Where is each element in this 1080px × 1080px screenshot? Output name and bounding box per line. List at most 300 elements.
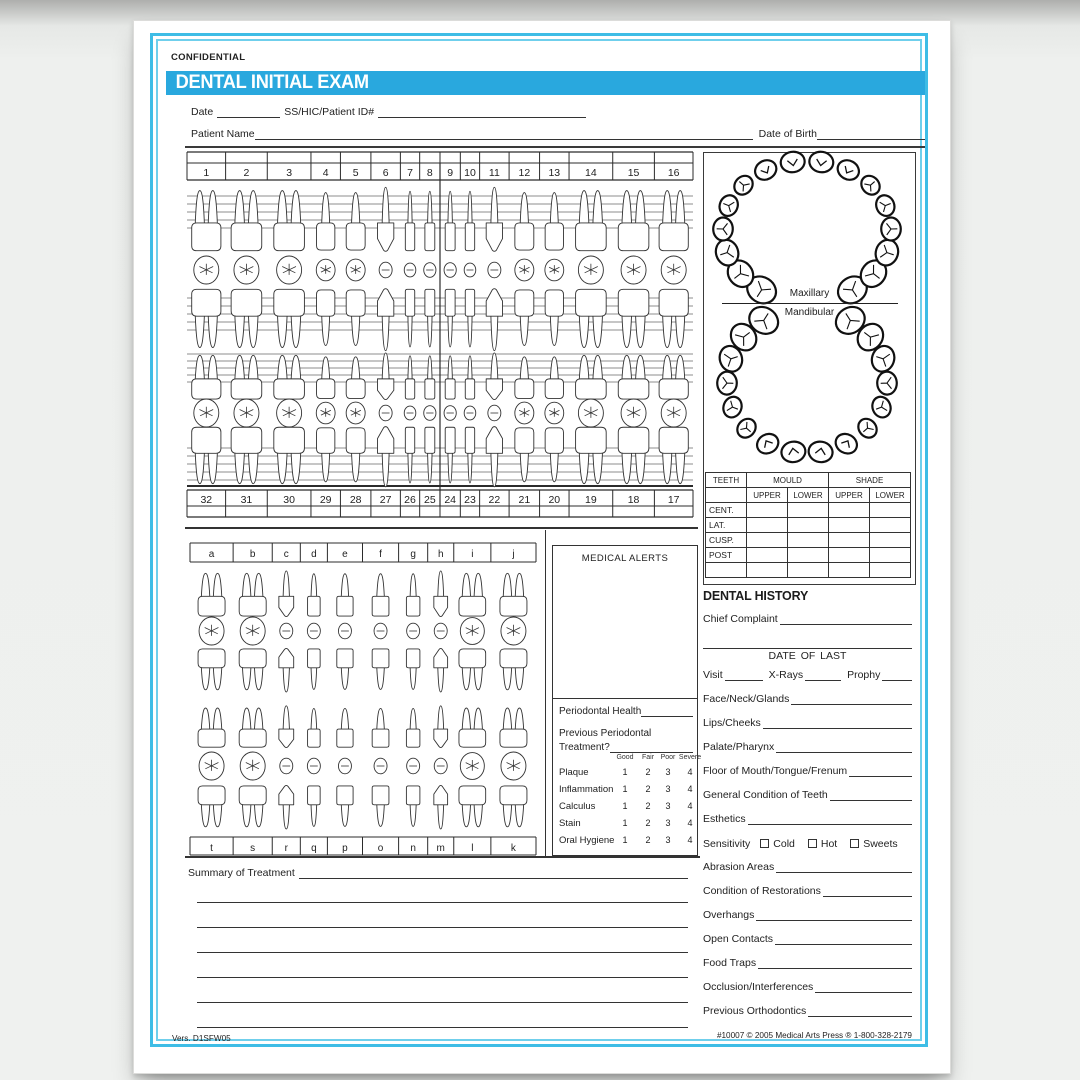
tooth-drawing xyxy=(231,289,262,347)
periodontal-health-line xyxy=(641,704,693,717)
occlusal-view xyxy=(621,399,646,427)
tooth-drawing xyxy=(274,427,305,483)
tooth-drawing xyxy=(346,428,365,482)
chief-complaint-line-2 xyxy=(703,648,912,649)
rating-value: 2 xyxy=(645,801,651,811)
tooth-drawing xyxy=(317,290,335,346)
tooth-drawing xyxy=(659,355,688,399)
tooth-drawing xyxy=(372,649,389,690)
history-item-line xyxy=(756,908,912,921)
pediatric-alerts-divider xyxy=(545,530,546,857)
history-item-label: Overhangs xyxy=(703,909,755,921)
history-item-label: Abrasion Areas xyxy=(703,861,775,873)
tooth-drawing xyxy=(405,191,414,250)
tooth-drawing xyxy=(515,193,534,250)
prophy-line xyxy=(882,668,912,681)
tooth-drawing xyxy=(231,427,262,483)
occlusal-view xyxy=(434,623,447,639)
previous-periodontal-row xyxy=(559,740,693,753)
history-item-label: Face/Neck/Glands xyxy=(703,693,790,705)
tooth-drawing xyxy=(337,649,353,690)
occlusal-view xyxy=(199,752,224,780)
arch-tooth xyxy=(877,371,897,395)
lower-subheader: LOWER xyxy=(870,488,911,503)
tooth-drawing xyxy=(425,289,435,347)
tooth-drawing xyxy=(486,353,502,400)
tooth-letter: t xyxy=(210,843,213,854)
rating-value: 1 xyxy=(622,835,628,845)
date-field-line xyxy=(217,105,280,118)
occlusal-view xyxy=(661,399,686,427)
tooth-number: 9 xyxy=(447,167,454,179)
rating-value: 2 xyxy=(645,818,651,828)
tooth-drawing xyxy=(279,648,294,692)
tooth-number: 24 xyxy=(444,494,457,506)
scale-header: Fair xyxy=(641,754,655,761)
history-item-label: Open Contacts xyxy=(703,933,774,945)
tooth-number: 28 xyxy=(349,494,362,506)
dob-field-line xyxy=(817,127,925,140)
tooth-drawing xyxy=(465,356,474,399)
summary-row xyxy=(188,866,688,879)
tooth-number: 3 xyxy=(286,167,293,179)
prophy-label: Prophy xyxy=(847,669,881,681)
tooth-drawing xyxy=(500,708,527,747)
tooth-drawing xyxy=(192,355,221,399)
tooth-drawing xyxy=(198,708,225,747)
rating-label: Calculus xyxy=(559,801,596,812)
tooth-drawing xyxy=(317,357,335,399)
history-item-row xyxy=(703,907,912,921)
rating-label: Stain xyxy=(559,818,581,829)
occlusal-view xyxy=(407,623,420,639)
occlusal-view xyxy=(374,758,387,774)
history-item-label: Occlusion/Interferences xyxy=(703,981,814,993)
tooth-number: 31 xyxy=(240,494,253,506)
mould-header-cell: MOULD xyxy=(747,473,829,488)
history-item-line xyxy=(849,764,912,777)
tooth-number: 19 xyxy=(585,494,597,506)
history-item-line xyxy=(758,956,912,969)
rating-row xyxy=(553,818,699,832)
tooth-number: 16 xyxy=(667,167,680,179)
tooth-number: 32 xyxy=(200,494,213,506)
tooth-drawing xyxy=(405,289,414,347)
date-id-row xyxy=(191,105,611,118)
tooth-drawing xyxy=(445,427,455,483)
pediatric-tooth-chart xyxy=(185,541,540,857)
previous-periodontal-line xyxy=(610,740,693,753)
tooth-drawing xyxy=(465,289,474,347)
history-item-label: Lips/Cheeks xyxy=(703,717,761,729)
periodontal-health-row xyxy=(559,704,693,717)
previous-periodontal-label-1: Previous Periodontal xyxy=(559,728,652,739)
occlusal-view xyxy=(346,259,365,281)
tooth-drawing xyxy=(406,574,419,616)
arch-tooth xyxy=(734,415,760,441)
tooth-number: 5 xyxy=(352,167,359,179)
tooth-letter: q xyxy=(311,843,317,854)
history-item-line xyxy=(776,740,912,753)
tooth-number: 27 xyxy=(379,494,392,506)
occlusal-view xyxy=(515,259,534,281)
summary-line-1 xyxy=(299,866,688,879)
periodontal-health-label: Periodontal Health xyxy=(559,706,642,717)
tooth-drawing xyxy=(515,290,534,346)
history-item-label: Esthetics xyxy=(703,813,746,825)
rating-row xyxy=(553,767,699,781)
tooth-drawing xyxy=(500,786,527,827)
history-item-row xyxy=(703,859,912,873)
tooth-drawing xyxy=(308,574,321,616)
tooth-drawing xyxy=(337,574,353,616)
tooth-drawing xyxy=(618,191,649,251)
arch-tooth xyxy=(858,172,884,198)
tooth-letter: p xyxy=(342,843,348,854)
occlusal-view xyxy=(545,402,564,424)
tooth-letter: c xyxy=(283,549,289,560)
summary-label: Summary of Treatment xyxy=(188,867,295,879)
visit-line xyxy=(725,668,763,681)
history-item-row xyxy=(703,979,912,993)
tooth-number: 30 xyxy=(283,494,295,506)
history-item-row xyxy=(703,715,912,729)
arch-tooth xyxy=(807,440,834,464)
arch-tooth xyxy=(855,415,881,441)
tooth-number: 25 xyxy=(423,494,436,506)
tooth-letter: a xyxy=(208,549,215,560)
version-label: Vers. D1SFW05 xyxy=(172,1034,231,1043)
arch-tooth xyxy=(717,371,737,395)
chief-complaint-line xyxy=(780,612,912,625)
tooth-drawing xyxy=(308,708,321,747)
tooth-drawing xyxy=(308,649,321,690)
title-bar xyxy=(166,71,925,95)
rating-value: 1 xyxy=(622,767,628,777)
occlusal-view xyxy=(424,406,436,421)
date-of-last-row xyxy=(703,667,912,681)
medical-alerts-title: MEDICAL ALERTS xyxy=(581,553,669,564)
rating-label: Inflammation xyxy=(559,784,614,795)
hot-checkbox xyxy=(808,839,817,848)
rating-label: Oral Hygiene xyxy=(559,835,615,846)
tooth-drawing xyxy=(377,353,393,400)
summary-blank-line xyxy=(197,927,688,928)
occlusal-view xyxy=(240,752,265,780)
occlusal-view xyxy=(280,758,293,774)
tooth-drawing xyxy=(372,786,389,827)
summary-blank-line xyxy=(197,1027,688,1028)
tooth-drawing xyxy=(372,574,389,616)
sweets-option-label: Sweets xyxy=(863,838,898,850)
arch-divider-line xyxy=(722,303,898,304)
tooth-drawing xyxy=(377,289,393,351)
history-item-row xyxy=(703,739,912,753)
rating-value: 3 xyxy=(665,801,671,811)
tooth-drawing xyxy=(445,289,455,347)
tooth-drawing xyxy=(346,193,365,250)
tooth-drawing xyxy=(434,785,448,829)
tooth-number: 10 xyxy=(464,167,476,179)
history-item-line xyxy=(763,716,912,729)
occlusal-view xyxy=(444,406,456,421)
occlusal-view xyxy=(460,753,484,780)
occlusal-view xyxy=(194,399,219,427)
occlusal-view xyxy=(234,256,259,284)
mandibular-label: Mandibular xyxy=(784,307,835,318)
tooth-drawing xyxy=(659,289,688,347)
history-item-label: Previous Orthodontics xyxy=(703,1005,807,1017)
header-divider-rule xyxy=(185,146,925,148)
previous-periodontal-label-2: Treatment? xyxy=(559,742,610,753)
row-label-cent: CENT. xyxy=(706,503,747,518)
history-item-row xyxy=(703,787,912,801)
tooth-number: 6 xyxy=(382,167,389,179)
date-of-last-header: DATE OF LAST xyxy=(768,650,847,662)
tooth-drawing xyxy=(192,191,221,251)
tooth-drawing xyxy=(198,573,225,616)
patient-id-field-line xyxy=(378,105,586,118)
tooth-drawing xyxy=(406,786,419,827)
adult-tooth-chart xyxy=(185,150,695,517)
tooth-number: 15 xyxy=(627,167,640,179)
tooth-number: 14 xyxy=(585,167,597,179)
tooth-drawing xyxy=(405,356,414,399)
arch-tooth xyxy=(754,430,782,457)
tooth-drawing xyxy=(618,427,649,483)
tooth-drawing xyxy=(500,573,527,616)
tooth-letter: m xyxy=(436,843,445,854)
xrays-label: X-Rays xyxy=(768,669,804,681)
history-item-line xyxy=(776,860,912,873)
tooth-number: 1 xyxy=(203,167,210,179)
tooth-drawing xyxy=(239,786,266,827)
name-dob-row xyxy=(191,127,925,140)
rating-value: 2 xyxy=(645,767,651,777)
scale-header: Poor xyxy=(660,754,676,761)
tooth-letter: r xyxy=(284,843,288,854)
tooth-number: 20 xyxy=(548,494,561,506)
arch-tooth xyxy=(834,156,862,183)
tooth-drawing xyxy=(198,786,225,827)
shade-header-cell: SHADE xyxy=(829,473,911,488)
history-item-row xyxy=(703,763,912,777)
occlusal-view xyxy=(444,263,456,278)
tooth-drawing xyxy=(545,428,563,482)
medical-alerts-divider xyxy=(553,698,697,699)
history-item-label: Food Traps xyxy=(703,957,757,969)
tooth-drawing xyxy=(459,708,486,747)
occlusal-view xyxy=(464,406,476,420)
tooth-drawing xyxy=(576,427,607,483)
occlusal-view xyxy=(501,752,526,780)
rating-label: Plaque xyxy=(559,767,589,778)
rating-value: 3 xyxy=(665,835,671,845)
tooth-letter: e xyxy=(342,549,348,560)
copyright-label: #10007 © 2005 Medical Arts Press ® 1-800-328-2179 xyxy=(716,1031,912,1040)
rating-value: 2 xyxy=(645,835,651,845)
medical-alerts-box xyxy=(552,545,702,856)
mould-shade-table xyxy=(705,472,911,578)
tooth-letter: g xyxy=(410,549,416,560)
tooth-letter: i xyxy=(471,549,474,560)
tooth-letter: b xyxy=(249,549,256,560)
occlusal-view xyxy=(316,259,335,281)
tooth-letter: l xyxy=(471,843,474,854)
occlusal-view xyxy=(240,617,265,645)
history-item-label: General Condition of Teeth xyxy=(703,789,828,801)
rating-value: 3 xyxy=(665,818,671,828)
tooth-number: 26 xyxy=(404,494,416,506)
history-item-row xyxy=(703,811,912,825)
occlusal-view xyxy=(488,405,501,421)
tooth-number: 2 xyxy=(243,167,250,179)
occlusal-view xyxy=(515,402,534,424)
rating-value: 4 xyxy=(687,767,693,777)
history-item-line xyxy=(830,788,912,801)
form-title: DENTAL INITIAL EXAM xyxy=(175,72,369,93)
tooth-drawing xyxy=(459,649,486,690)
arch-tooth xyxy=(713,217,733,241)
tooth-number: 4 xyxy=(322,167,329,179)
tooth-drawing xyxy=(425,191,435,250)
occlusal-view xyxy=(379,405,392,421)
occlusal-view xyxy=(307,623,320,639)
tooth-drawing xyxy=(231,355,262,399)
occlusal-view xyxy=(280,623,293,639)
row-label-post: POST xyxy=(706,548,747,563)
arch-tooth xyxy=(780,440,807,464)
tooth-drawing xyxy=(274,355,305,399)
history-item-label: Floor of Mouth/Tongue/Frenum xyxy=(703,765,848,777)
summary-blank-line xyxy=(197,902,688,903)
chief-complaint-row xyxy=(703,611,912,625)
tooth-letter: o xyxy=(377,843,384,854)
tooth-letter: f xyxy=(379,549,382,560)
occlusal-view xyxy=(194,256,219,284)
tooth-number: 29 xyxy=(319,494,332,506)
tooth-letter: j xyxy=(512,549,515,560)
tooth-drawing xyxy=(545,290,563,346)
rating-value: 1 xyxy=(622,818,628,828)
tooth-drawing xyxy=(425,356,435,399)
occlusal-view xyxy=(434,758,447,774)
tooth-drawing xyxy=(279,571,294,617)
rating-value: 1 xyxy=(622,784,628,794)
tooth-number: 23 xyxy=(464,494,476,506)
tooth-number: 13 xyxy=(548,167,561,179)
tooth-drawing xyxy=(337,786,353,827)
tooth-drawing xyxy=(459,573,486,616)
arch-tooth xyxy=(873,193,897,219)
tooth-drawing xyxy=(406,708,419,747)
confidential-label: CONFIDENTIAL xyxy=(171,52,246,63)
occlusal-view xyxy=(316,402,335,424)
occlusal-view xyxy=(234,399,259,427)
rating-value: 4 xyxy=(687,784,693,794)
tooth-drawing xyxy=(279,706,294,748)
cold-checkbox xyxy=(760,839,769,848)
tooth-drawing xyxy=(515,357,534,399)
tooth-drawing xyxy=(445,191,455,250)
rating-row xyxy=(553,835,699,849)
date-label: Date xyxy=(191,106,214,118)
occlusal-view xyxy=(404,263,416,277)
arch-tooth xyxy=(752,156,780,183)
rating-value: 4 xyxy=(687,835,693,845)
tooth-drawing xyxy=(445,356,455,399)
rating-value: 3 xyxy=(665,784,671,794)
tooth-number: 22 xyxy=(488,494,501,506)
history-item-line xyxy=(808,1004,912,1017)
tooth-drawing xyxy=(618,289,649,347)
history-item-line xyxy=(748,812,912,825)
rating-row xyxy=(553,801,699,815)
tooth-drawing xyxy=(377,427,393,487)
occlusal-view xyxy=(346,402,365,424)
tooth-number: 18 xyxy=(627,494,640,506)
tooth-drawing xyxy=(279,785,294,829)
occlusal-view xyxy=(338,758,351,774)
tooth-drawing xyxy=(274,289,305,347)
tooth-drawing xyxy=(317,193,335,250)
occlusal-view xyxy=(464,263,476,277)
summary-blank-line xyxy=(197,952,688,953)
summary-blank-line xyxy=(197,1002,688,1003)
tooth-drawing xyxy=(346,357,365,399)
tooth-drawing xyxy=(465,191,474,250)
history-item-row xyxy=(703,955,912,969)
tooth-drawing xyxy=(231,191,262,251)
arch-tooth xyxy=(720,394,744,420)
section-divider-line xyxy=(185,527,698,529)
occlusal-view xyxy=(545,259,564,281)
tooth-drawing xyxy=(434,648,448,692)
tooth-drawing xyxy=(406,649,419,690)
rating-value: 4 xyxy=(687,801,693,811)
occlusal-view xyxy=(578,399,603,427)
tooth-drawing xyxy=(192,427,221,483)
tooth-number: 17 xyxy=(667,494,680,506)
scale-header: Severe xyxy=(678,754,702,761)
maxillary-label: Maxillary xyxy=(789,288,830,299)
tooth-drawing xyxy=(486,289,502,351)
tooth-drawing xyxy=(377,187,393,251)
tooth-drawing xyxy=(486,187,502,251)
rating-value: 2 xyxy=(645,784,651,794)
arch-tooth xyxy=(808,150,835,174)
dental-history-title: DENTAL HISTORY xyxy=(703,589,809,603)
occlusal-view xyxy=(338,623,351,639)
tooth-drawing xyxy=(545,193,563,250)
rating-value: 1 xyxy=(622,801,628,811)
tooth-drawing xyxy=(239,573,266,616)
tooth-letter: n xyxy=(410,843,416,854)
chief-complaint-label: Chief Complaint xyxy=(703,613,778,625)
tooth-drawing xyxy=(465,427,474,483)
tooth-drawing xyxy=(308,786,321,827)
tooth-drawing xyxy=(372,708,389,747)
tooth-letter: d xyxy=(311,549,317,560)
tooth-drawing xyxy=(659,191,688,251)
history-item-row xyxy=(703,691,912,705)
lower-subheader: LOWER xyxy=(788,488,829,503)
summary-blank-line xyxy=(197,977,688,978)
occlusal-view xyxy=(404,406,416,420)
tooth-drawing xyxy=(515,428,534,482)
history-item-label: Condition of Restorations xyxy=(703,885,821,897)
tooth-letter: k xyxy=(510,843,516,854)
